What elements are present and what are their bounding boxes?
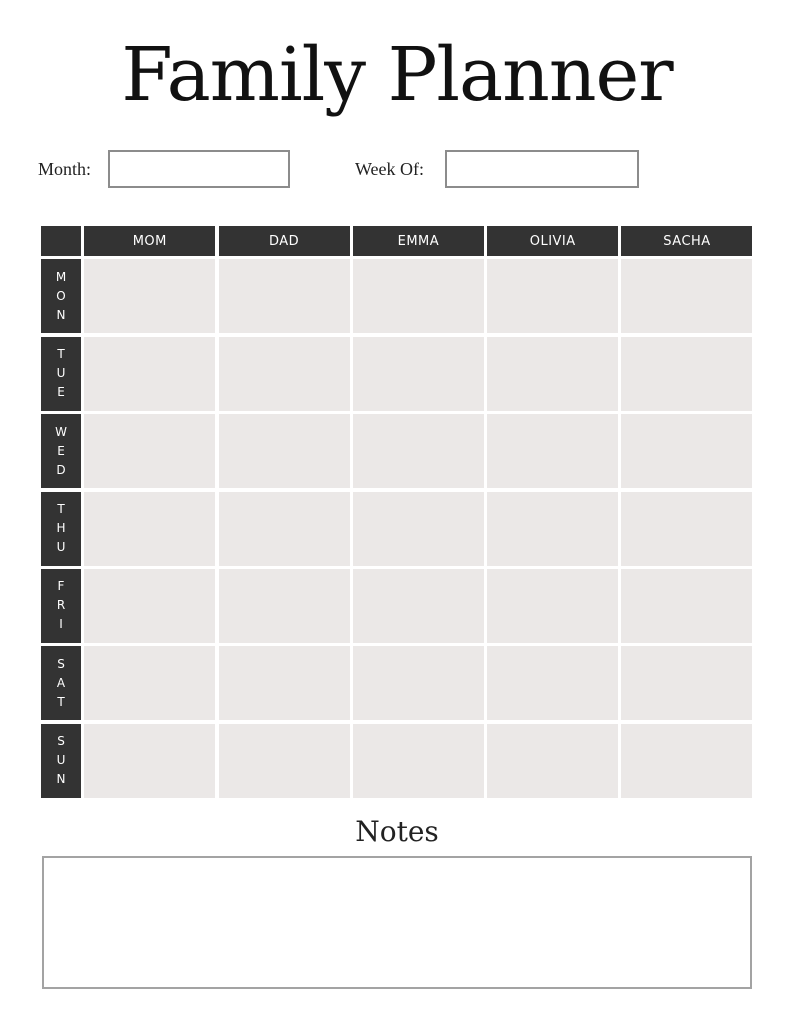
cell-fri-emma[interactable] <box>353 569 484 643</box>
week-of-label: Week Of: <box>355 159 425 179</box>
day-header-mon: M O N <box>41 259 81 333</box>
cell-sat-olivia[interactable] <box>487 646 618 720</box>
member-header-mom: MOM <box>84 226 215 256</box>
cell-mon-olivia[interactable] <box>487 259 618 333</box>
cell-fri-sacha[interactable] <box>621 569 752 643</box>
cell-wed-mom[interactable] <box>84 414 215 488</box>
day-header-sun: S U N <box>41 724 81 798</box>
cell-tue-emma[interactable] <box>353 337 484 411</box>
notes-area[interactable] <box>42 856 752 989</box>
cell-sat-dad[interactable] <box>219 646 350 720</box>
day-header-tue: T U E <box>41 337 81 411</box>
cell-sat-sacha[interactable] <box>621 646 752 720</box>
cell-tue-olivia[interactable] <box>487 337 618 411</box>
week-of-field[interactable] <box>445 150 639 188</box>
cell-thu-dad[interactable] <box>219 492 350 566</box>
cell-thu-olivia[interactable] <box>487 492 618 566</box>
grid-corner <box>41 226 81 256</box>
cell-sun-mom[interactable] <box>84 724 215 798</box>
cell-sat-emma[interactable] <box>353 646 484 720</box>
cell-thu-mom[interactable] <box>84 492 215 566</box>
cell-sun-sacha[interactable] <box>621 724 752 798</box>
cell-fri-dad[interactable] <box>219 569 350 643</box>
month-label: Month: <box>38 159 92 179</box>
cell-tue-mom[interactable] <box>84 337 215 411</box>
notes-heading: Notes <box>355 815 439 848</box>
cell-wed-dad[interactable] <box>219 414 350 488</box>
cell-fri-mom[interactable] <box>84 569 215 643</box>
member-header-sacha: SACHA <box>621 226 752 256</box>
member-header-emma: EMMA <box>353 226 484 256</box>
day-header-sat: S A T <box>41 646 81 720</box>
cell-mon-sacha[interactable] <box>621 259 752 333</box>
day-header-wed: W E D <box>41 414 81 488</box>
cell-mon-dad[interactable] <box>219 259 350 333</box>
cell-wed-sacha[interactable] <box>621 414 752 488</box>
cell-wed-emma[interactable] <box>353 414 484 488</box>
planner-grid <box>41 226 752 798</box>
cell-mon-mom[interactable] <box>84 259 215 333</box>
day-header-thu: T H U <box>41 492 81 566</box>
page-title: Family Planner <box>121 32 673 118</box>
member-header-olivia: OLIVIA <box>487 226 618 256</box>
cell-sun-olivia[interactable] <box>487 724 618 798</box>
cell-fri-olivia[interactable] <box>487 569 618 643</box>
cell-thu-sacha[interactable] <box>621 492 752 566</box>
day-header-fri: F R I <box>41 569 81 643</box>
cell-tue-dad[interactable] <box>219 337 350 411</box>
cell-thu-emma[interactable] <box>353 492 484 566</box>
cell-sun-dad[interactable] <box>219 724 350 798</box>
cell-tue-sacha[interactable] <box>621 337 752 411</box>
cell-sun-emma[interactable] <box>353 724 484 798</box>
cell-mon-emma[interactable] <box>353 259 484 333</box>
month-field[interactable] <box>108 150 290 188</box>
cell-sat-mom[interactable] <box>84 646 215 720</box>
cell-wed-olivia[interactable] <box>487 414 618 488</box>
member-header-dad: DAD <box>219 226 350 256</box>
